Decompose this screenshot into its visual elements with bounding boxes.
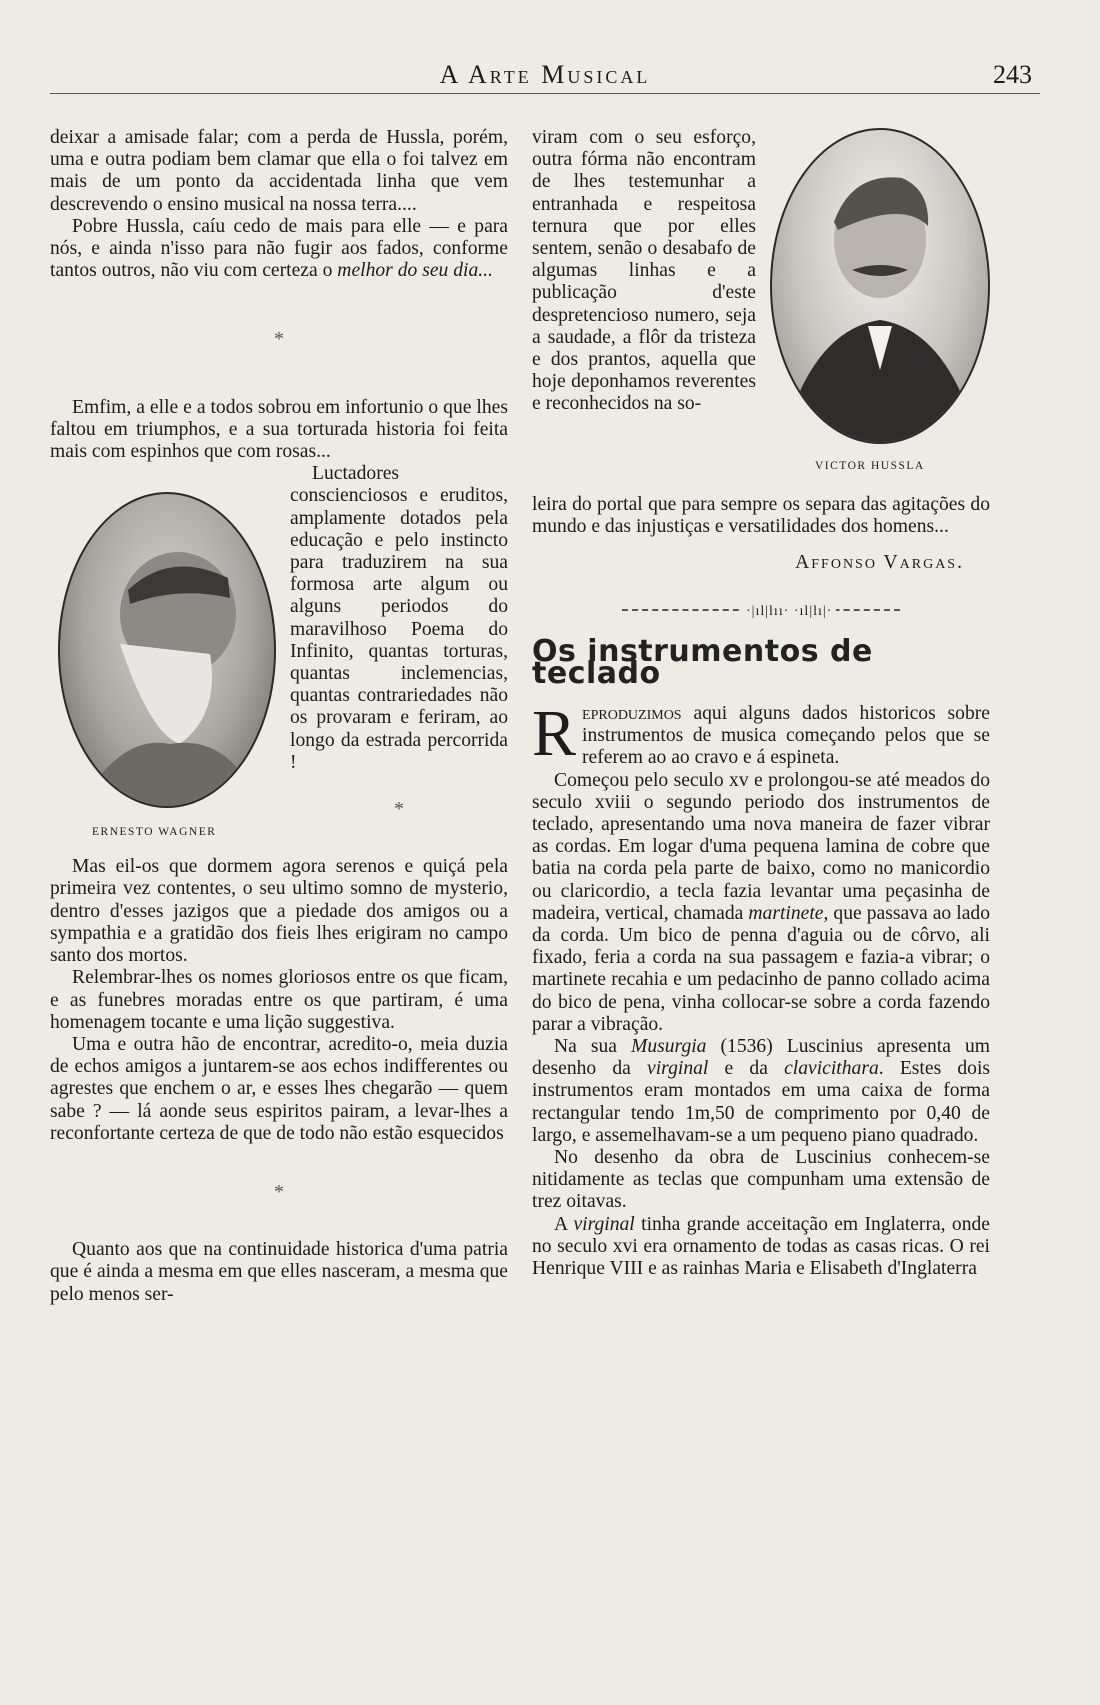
page-header — [50, 50, 1040, 94]
portrait-victor-hussla — [770, 128, 990, 444]
paragraph: A virginal tinha grande acceitação em Inglaterra, onde no seculo xvi era ornamento de todas as casas ricas. O rei Henrique VIII e as rainhas Maria e Elisabeth d'Inglaterra — [532, 1213, 991, 1280]
right-column — [532, 494, 990, 1280]
paragraph: deixar a amisade falar; com a perda de Hussla, porém, uma e outra podiam bem clamar que ella o foi talvez em mais de um ponto da accidentada linha que vem descrevendo o ensino musical na nossa terra.... — [50, 127, 508, 215]
section-star: * — [394, 798, 404, 821]
paragraph: Luctadores conscienciosos e eruditos, amplamente dotados pela educação e pelo instincto para traduzirem na sua formosa arte algum ou alguns periodos do maravilhoso Poema do Infinito, quantas torturas, quantas inclemencias, quantas contrariedades não os provaram e feriram, ao longo da estrada percorrida ! — [290, 463, 508, 773]
paragraph: Pobre Hussla, caíu cedo de mais para elle — e para nós, e ainda n'isso para não fugir aos fados, conforme tantos outros, não viu com certeza o melhor do seu dia... — [50, 215, 508, 282]
caption-wagner: ERNESTO WAGNER — [92, 826, 217, 838]
drop-cap: R — [532, 697, 577, 771]
section-star: * — [274, 1180, 284, 1203]
section-title: Os instrumentos de teclado — [532, 633, 873, 691]
paragraph: viram com o seu esforço, outra fórma não encontram de lhes testemunhar a entranhada e respeitosa ternura que por elles sentem, senão o desabafo de algumas linhas e a publicação d'este despretencioso numero, seja a saudade, a flôr da tristeza e dos prantos, aquella que hoje deponhamos reverentes e reconhecidos na so- — [532, 127, 756, 415]
paragraph: Começou pelo seculo xv e prolongou-se até meados do seculo xviii o segundo periodo dos instrumentos de teclado, apresentando uma nova maneira de fazer vibrar as cordas. Em logar d'uma pequena lamina de cobre que batia na corda pela parte de baixo, como no manicordio ou claricordio, a tecla fazia levantar uma peçasinha de madeira, vertical, chamada martinete, que passava ao lado da corda. Um bico de penna d'aguia ou de côrvo, ali fixado, feria a corda na sua passagem e fazia-a vibrar; o martinete recahia e um pedacinho de panno collado acima do bico de pena, vinha collocar-se sobre a corda fazendo parar a vibração. — [532, 769, 990, 1035]
section-star: * — [274, 328, 284, 351]
header-rule — [50, 93, 1040, 94]
paragraph: Quanto aos que na continuidade historica d'uma patria que é ainda a mesma em que elles nasceram, a mesma que pelo menos ser- — [50, 1239, 508, 1305]
caption-hussla: VICTOR HUSSLA — [815, 460, 925, 472]
paragraph: Uma e outra hão de encontrar, acredito-o, meia duzia de echos amigos a juntarem-se aos echos indifferentes ou agrestes que enchem o ar, e esses lhes chegarão — quem sabe ? — lá aonde seus espiritos pairam, a levar-lhes a reconfortante certeza de que de todo não estão esquecidos — [50, 1033, 508, 1144]
right-column-top — [532, 127, 756, 416]
wagner-engraving — [60, 494, 274, 806]
page-number: 243 — [993, 60, 1032, 89]
author-signature: Affonso Vargas. — [795, 552, 964, 574]
paragraph: Relembrar-lhes os nomes gloriosos entre os que ficam, e as funebres moradas entre os que partiram, é uma homenagem tocante e uma lição suggestiva. — [50, 967, 508, 1033]
hussla-photo — [772, 130, 988, 442]
paragraph: Emfim, a elle e a todos sobrou em infortunio o que lhes faltou em triumphos, e a sua torturada historia foi feita mais com espinhos que com rosas... — [50, 396, 508, 463]
paragraph: Mas eil-os que dormem agora serenos e quiçá pela primeira vez contentes, o seu ultimo somno de mysterio, dentro d'esses jazigos que a piedade dos amigos ou a sympathia e a gratidão dos fieis lhes erigiram no campo santo dos mortos. — [50, 856, 508, 967]
divider-ornament: ·|ıl|lıı· ·ıl|lı|· — [532, 585, 990, 625]
journal-title: A Arte Musical — [439, 60, 651, 89]
paragraph: Na sua Musurgia (1536) Luscinius apresenta um desenho da virginal e da clavicithara. Estes dois instrumentos eram montados em uma caixa de forma rectangular tendo 1m,50 de comprimento por 0,40 de largo, e assemelhavam-se a um pequeno piano quadrado. — [532, 1036, 991, 1146]
intro-paragraph: Reproduzimos aqui alguns dados historicos sobre instrumentos de musica começando pelos que se referem ao ao cravo e á espineta. — [532, 697, 990, 771]
paragraph: leira do portal que para sempre os separa das agitações do mundo e das injustiças e versatilidades dos homens... — [532, 494, 990, 538]
portrait-ernesto-wagner — [58, 492, 276, 808]
paragraph: No desenho da obra de Luscinius conhecem-se nitidamente as teclas que compunham uma extensão de trez oitavas. — [532, 1147, 990, 1213]
